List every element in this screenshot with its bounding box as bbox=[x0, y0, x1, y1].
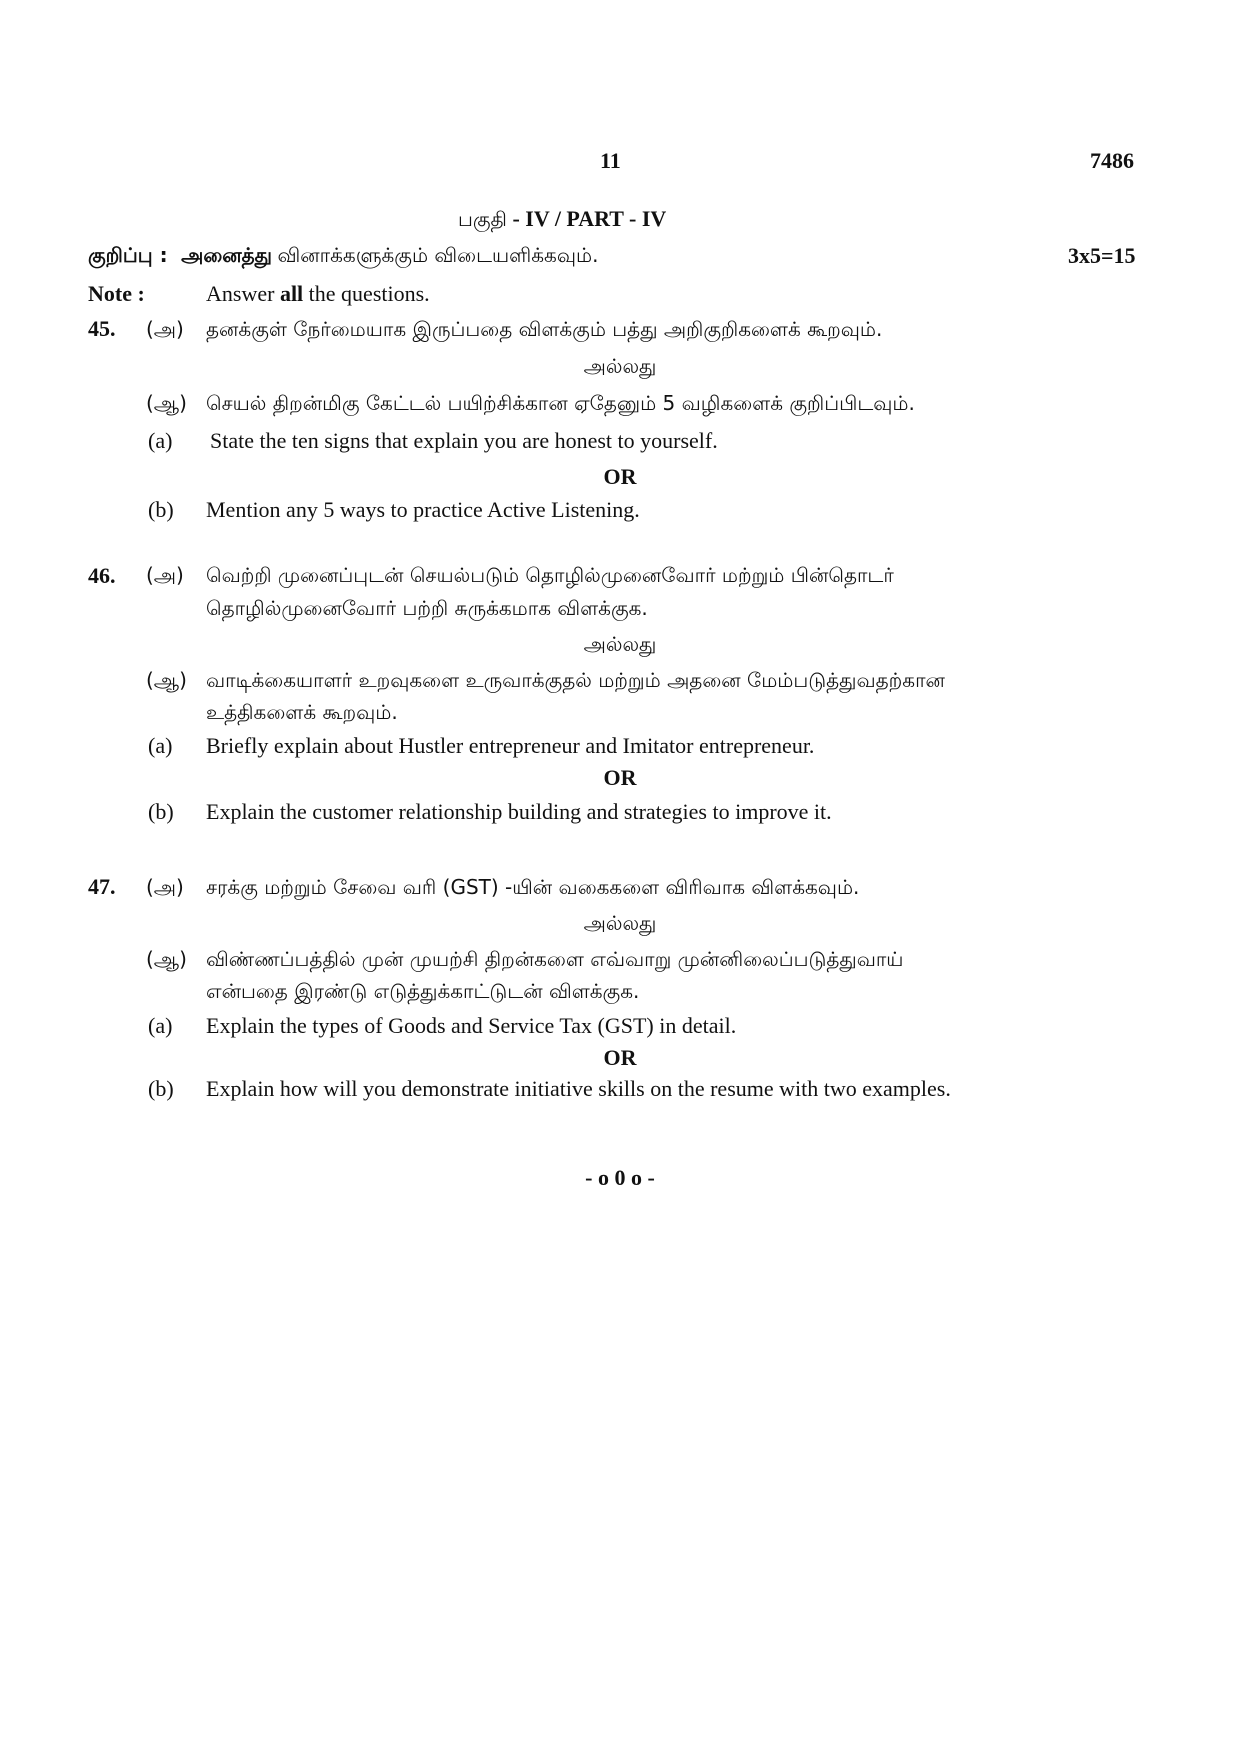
or-ta: அல்லது bbox=[583, 911, 657, 935]
question-number: 45. bbox=[88, 316, 116, 341]
question-text-ta: வெற்றி முனைப்புடன் செயல்படும் தொழில்முனைவோர் மற்றும் பின்தொடர் bbox=[206, 563, 894, 587]
end-mark: - o 0 o - bbox=[585, 1165, 655, 1190]
question-text-en: Mention any 5 ways to practice Active Listening. bbox=[206, 497, 640, 522]
marks: 3x5=15 bbox=[1068, 243, 1136, 268]
option-label: (ஆ) bbox=[146, 947, 187, 971]
option-label: (ஆ) bbox=[146, 391, 187, 415]
option-label: (அ) bbox=[146, 317, 184, 341]
or-ta: அல்லது bbox=[583, 354, 657, 378]
question-text-ta: என்பதை இரண்டு எடுத்துக்காட்டுடன் விளக்குக. bbox=[206, 979, 640, 1003]
paper-code: 7486 bbox=[1090, 148, 1134, 173]
question-text-en: Explain the types of Goods and Service Tax (GST) in detail. bbox=[206, 1013, 737, 1038]
instruction-ta bbox=[88, 242, 598, 270]
question-text-ta: செயல் திறன்மிகு கேட்டல் பயிற்சிக்கான ஏதேனும் 5 வழிகளைக் குறிப்பிடவும். bbox=[206, 391, 915, 415]
part-title-ta: பகுதி bbox=[458, 207, 507, 231]
option-label: (ஆ) bbox=[146, 668, 187, 692]
question-number: 47. bbox=[88, 874, 116, 899]
question-text-en: Explain how will you demonstrate initiative skills on the resume with two examples. bbox=[206, 1076, 951, 1101]
part-title-en: - IV / PART - IV bbox=[512, 206, 667, 231]
or-en: OR bbox=[603, 464, 637, 489]
question-text-ta: உத்திகளைக் கூறவும். bbox=[206, 700, 398, 724]
question-number: 46. bbox=[88, 563, 116, 588]
instruction-ta-text: வினாக்களுக்கும் விடையளிக்கவும். bbox=[277, 243, 599, 267]
part-title bbox=[458, 206, 666, 234]
question-text-ta: தொழில்முனைவோர் பற்றி சுருக்கமாக விளக்குக. bbox=[206, 596, 648, 620]
option-label: (a) bbox=[148, 428, 173, 453]
option-label: (அ) bbox=[146, 875, 184, 899]
or-ta: அல்லது bbox=[583, 632, 657, 656]
page-number: 11 bbox=[600, 148, 621, 173]
question-text-ta: வாடிக்கையாளர் உறவுகளை உருவாக்குதல் மற்றும் அதனை மேம்படுத்துவதற்கான bbox=[206, 668, 945, 692]
option-label: (அ) bbox=[146, 563, 184, 587]
question-text-ta: தனக்குள் நேர்மையாக இருப்பதை விளக்கும் பத்து அறிகுறிகளைக் கூறவும். bbox=[206, 317, 883, 341]
note-post: the questions. bbox=[308, 281, 430, 306]
question-text-ta: சரக்கு மற்றும் சேவை வரி (GST) -யின் வகைகளை விரிவாக விளக்கவும். bbox=[206, 875, 860, 899]
option-label: (b) bbox=[148, 799, 174, 824]
instruction-ta-label: குறிப்பு : bbox=[88, 243, 168, 267]
question-text-en: Briefly explain about Hustler entrepreneur and Imitator entrepreneur. bbox=[206, 733, 815, 758]
question-text-en: Explain the customer relationship building and strategies to improve it. bbox=[206, 799, 832, 824]
note-label: Note : bbox=[88, 281, 145, 306]
note-text bbox=[206, 281, 430, 307]
question-text-ta: விண்ணப்பத்தில் முன் முயற்சி திறன்களை எவ்வாறு முன்னிலைப்படுத்துவாய் bbox=[206, 947, 904, 971]
note-pre: Answer bbox=[206, 281, 275, 306]
note-bold: all bbox=[279, 281, 304, 306]
option-label: (a) bbox=[148, 1013, 173, 1038]
or-en: OR bbox=[603, 1045, 637, 1070]
option-label: (a) bbox=[148, 733, 173, 758]
or-en: OR bbox=[603, 765, 637, 790]
question-text-en: State the ten signs that explain you are honest to yourself. bbox=[210, 428, 718, 453]
option-label: (b) bbox=[148, 1076, 174, 1101]
instruction-ta-bold: அனைத்து bbox=[181, 243, 273, 267]
option-label: (b) bbox=[148, 497, 174, 522]
